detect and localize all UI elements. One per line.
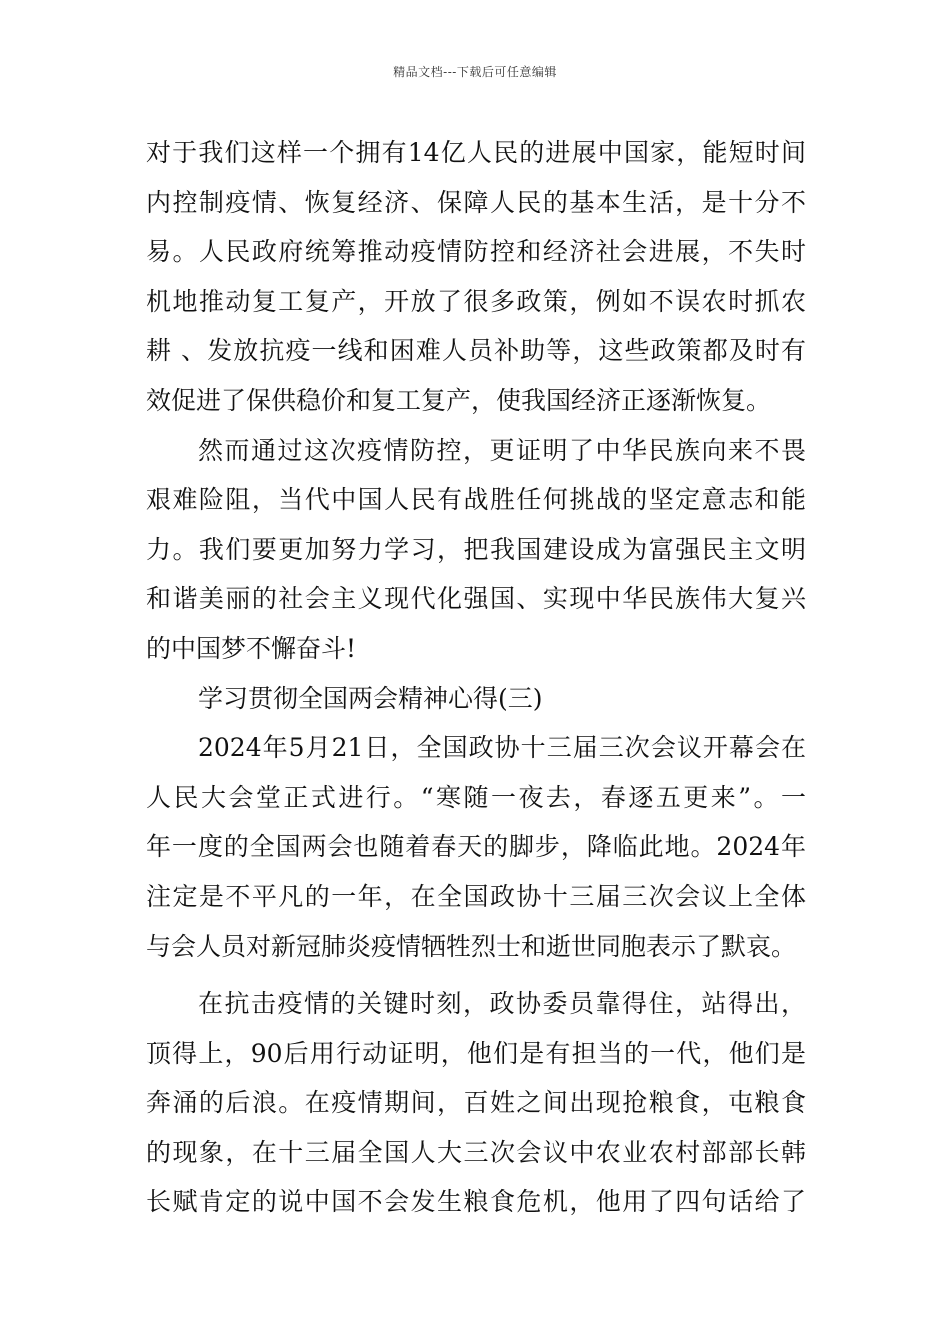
text-line: 人民大会堂正式进行。“寒随一夜去，春逐五更来”。一	[146, 782, 806, 812]
paragraph	[146, 426, 806, 674]
text-line: 和谐美丽的社会主义现代化强国、实现中华民族伟大复兴	[146, 584, 806, 614]
text-line: 效促进了保供稳价和复工复产，使我国经济正逐渐恢复。	[146, 385, 772, 415]
text-line: 2024年5月21日，全国政协十三届三次会议开幕会在	[198, 733, 806, 763]
paragraph	[146, 979, 806, 1227]
text-line: 的中国梦不懈奋斗!	[146, 633, 357, 663]
text-line: 的现象，在十三届全国人大三次会议中农业农村部部长韩	[146, 1137, 806, 1167]
text-line: 在抗击疫情的关键时刻，政协委员靠得住，站得出，	[198, 989, 806, 1019]
text-line: 顶得上，90后用行动证明，他们是有担当的一代，他们是	[146, 1038, 806, 1068]
section-heading	[146, 674, 806, 724]
text-line: 内控制疫情、恢复经济、保障人民的基本生活，是十分不	[146, 187, 806, 217]
text-line: 力。我们要更加努力学习，把我国建设成为富强民主文明	[146, 534, 806, 564]
text-line: 注定是不平凡的一年，在全国政协十三届三次会议上全体	[146, 881, 806, 911]
paragraph	[146, 128, 806, 426]
text-line: 年一度的全国两会也随着春天的脚步，降临此地。2024年	[146, 832, 806, 862]
text-line: 与会人员对新冠肺炎疫情牺牲烈士和逝世同胞表示了默哀。	[146, 931, 797, 961]
paragraph	[146, 723, 806, 971]
page-header: 精品文档---下载后可任意编辑	[393, 65, 557, 79]
heading-line: 学习贯彻全国两会精神心得(三)	[198, 683, 543, 713]
text-line: 对于我们这样一个拥有14亿人民的进展中国家，能短时间	[146, 138, 806, 167]
text-line: 机地推动复工复产，开放了很多政策，例如不误农时抓农	[146, 286, 806, 316]
text-line: 然而通过这次疫情防控，更证明了中华民族向来不畏	[198, 435, 806, 465]
text-line: 易。人民政府统筹推动疫情防控和经济社会进展，不失时	[146, 237, 806, 267]
text-line: 耕 、发放抗疫一线和困难人员补助等，这些政策都及时有	[146, 336, 806, 366]
text-line: 奔涌的后浪。在疫情期间，百姓之间出现抢粮食，屯粮食	[146, 1088, 806, 1118]
document-body	[146, 128, 806, 1227]
text-line: 长赋肯定的说中国不会发生粮食危机，他用了四句话给了	[146, 1187, 806, 1217]
text-line: 艰难险阻，当代中国人民有战胜任何挑战的坚定意志和能	[146, 485, 806, 515]
